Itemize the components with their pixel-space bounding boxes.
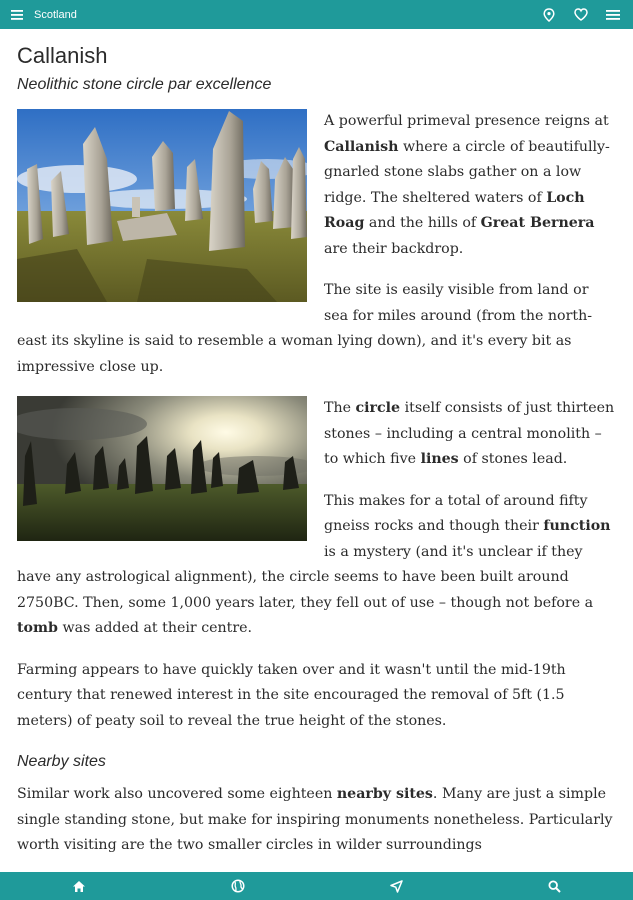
paragraph-intro: A powerful primeval presence reigns at Callanish where a circle of beautifully-gnarled stone slabs gather on a low ridge. The sheltered waters of Loch Roag and the hills of Great Bernera are their backdrop.: [324, 113, 610, 257]
menu-icon: [11, 10, 23, 20]
map-button[interactable]: [533, 0, 565, 29]
heart-icon: [574, 8, 588, 21]
navigate-icon: [390, 880, 403, 893]
app-bar: [0, 0, 633, 29]
map-pin-icon: [543, 8, 555, 22]
stone-circle-sunset-photo: [17, 396, 307, 541]
app-title: Scotland: [34, 8, 77, 21]
search-button[interactable]: [534, 872, 574, 900]
paragraph-function: This makes for a total of around fifty gneiss rocks and though their function is a mystery (and it's unclear if they have any astrological alignment), the circle seems to have been built around 2750BC. Then, some 1,000 years later, they fell out of use – though not before a tomb was added at their centre.: [17, 492, 611, 636]
home-icon: [72, 880, 86, 893]
standing-stones-photo: [17, 109, 307, 302]
world-button[interactable]: [218, 872, 258, 900]
page-subtitle: Neolithic stone circle par excellence: [17, 76, 272, 93]
home-button[interactable]: [59, 872, 99, 900]
paragraph-farming: Farming appears to have quickly taken over and it wasn't until the mid-19th century that renewed interest in the site encouraged the removal of 5ft (1.5 meters) of peaty soil to reveal the true height of the stones.: [17, 661, 566, 729]
menu-button[interactable]: [6, 0, 28, 29]
search-icon: [548, 880, 561, 893]
bottom-nav: [0, 872, 633, 900]
navigate-button[interactable]: [376, 872, 416, 900]
section-heading-nearby-sites: Nearby sites: [17, 753, 106, 770]
article-content[interactable]: [0, 29, 633, 872]
favorite-button[interactable]: [565, 0, 597, 29]
paragraph-circle: The circle itself consists of just thirteen stones – including a central monolith – to which five lines of stones lead.: [324, 400, 615, 467]
contents-button[interactable]: [597, 0, 629, 29]
paragraph-nearby-sites: Similar work also uncovered some eighteen nearby sites. Many are just a simple single standing stone, but make for inspiring monuments nonetheless. Particularly worth visiting are the two smaller circles in wilder surroundings: [17, 786, 613, 853]
paragraph-visibility: The site is easily visible from land or sea for miles around (from the north-east its skyline is said to resemble a woman lying down), and it's every bit as impressive close up.: [17, 282, 593, 375]
page-title: Callanish: [17, 43, 108, 68]
list-icon: [606, 10, 620, 20]
globe-icon: [231, 879, 245, 893]
